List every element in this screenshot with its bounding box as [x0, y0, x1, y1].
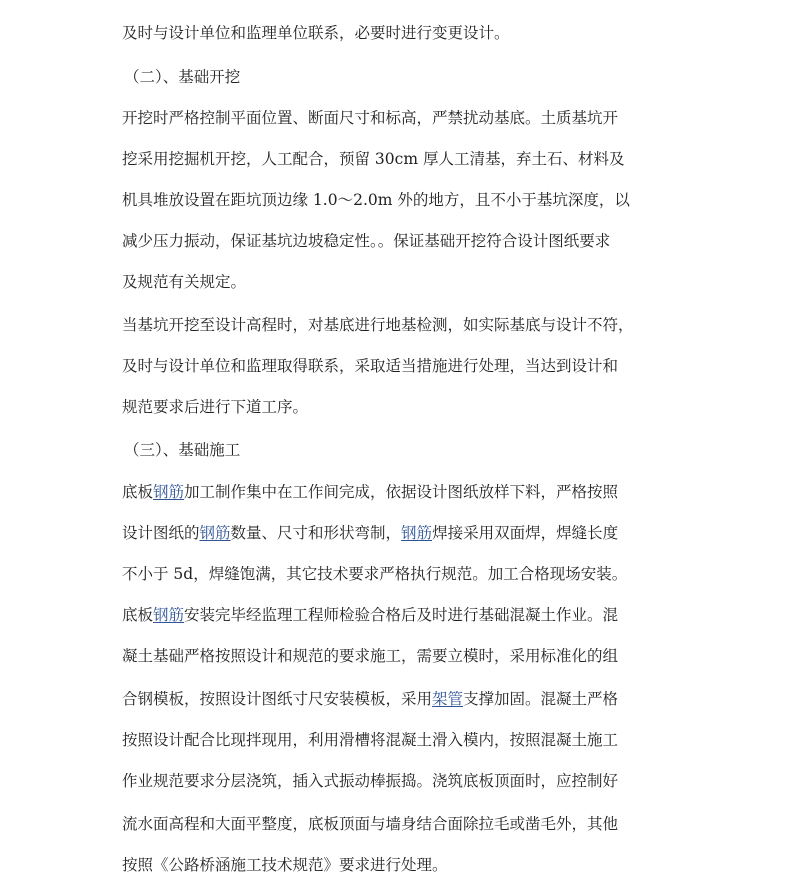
text-span: 底板	[122, 606, 154, 624]
paragraph-line: 挖采用挖掘机开挖，人工配合，预留 30cm 厚人工清基，弃土石、材料及	[122, 150, 625, 168]
text-span: 加工制作集中在工作间完成，依据设计图纸放样下料，严格按照	[184, 483, 619, 501]
paragraph-line: 流水面高程和大面平整度，底板顶面与墙身结合面除拉毛或凿毛外，其他	[122, 815, 619, 833]
paragraph-line	[122, 518, 618, 548]
paragraph-line: 机具堆放设置在距坑顶边缘 1.0～2.0m 外的地方，且不小于基坑深度，以	[122, 191, 630, 209]
paragraph-line	[122, 477, 618, 507]
text-span: 设计图纸的	[122, 524, 200, 542]
paragraph-line	[122, 684, 618, 714]
section-heading-construction: （三）、基础施工	[124, 441, 241, 459]
scaffold-pipe-link[interactable]: 架管	[432, 690, 464, 708]
text-span: 数量、尺寸和形状弯制，	[230, 524, 402, 542]
paragraph-line: 作业规范要求分层浇筑，插入式振动棒振捣。浇筑底板顶面时，应控制好	[122, 772, 619, 790]
paragraph-line: 及时与设计单位和监理单位联系，必要时进行变更设计。	[122, 24, 510, 42]
paragraph-line: 当基坑开挖至设计高程时，对基底进行地基检测，如实际基底与设计不符，	[122, 316, 634, 334]
rebar-link[interactable]: 钢筋	[401, 524, 433, 542]
paragraph-line: 凝土基础严格按照设计和规范的要求施工，需要立模时，采用标准化的组	[122, 647, 619, 665]
paragraph-line: 不小于 5d，焊缝饱满，其它技术要求严格执行规范。加工合格现场安装。	[122, 565, 628, 583]
text-span: 支撑加固。混凝土严格	[463, 690, 619, 708]
text-span: 安装完毕经监理工程师检验合格后及时进行基础混凝土作业。混	[184, 606, 619, 624]
paragraph-line: 按照设计配合比现拌现用，利用滑槽将混凝土滑入模内，按照混凝土施工	[122, 731, 619, 749]
paragraph-line: 规范要求后进行下道工序。	[122, 398, 309, 416]
text-span: 底板	[122, 483, 154, 501]
text-span: 焊接采用双面焊，焊缝长度	[432, 524, 619, 542]
paragraph-line: 按照《公路桥涵施工技术规范》要求进行处理。	[122, 856, 448, 874]
rebar-link[interactable]: 钢筋	[153, 483, 185, 501]
paragraph-line: 及时与设计单位和监理取得联系，采取适当措施进行处理，当达到设计和	[122, 357, 619, 375]
section-heading-excavation: （二）、基础开挖	[124, 68, 241, 86]
rebar-link[interactable]: 钢筋	[199, 524, 231, 542]
paragraph-line: 减少压力振动，保证基坑边坡稳定性。。保证基础开挖符合设计图纸要求	[122, 232, 611, 250]
paragraph-line: 开挖时严格控制平面位置、断面尺寸和标高，严禁扰动基底。土质基坑开	[122, 109, 619, 127]
text-span: 合钢模板，按照设计图纸寸尺安装模板，采用	[122, 690, 433, 708]
paragraph-line	[122, 600, 618, 630]
rebar-link[interactable]: 钢筋	[153, 606, 185, 624]
paragraph-line: 及规范有关规定。	[122, 273, 247, 291]
